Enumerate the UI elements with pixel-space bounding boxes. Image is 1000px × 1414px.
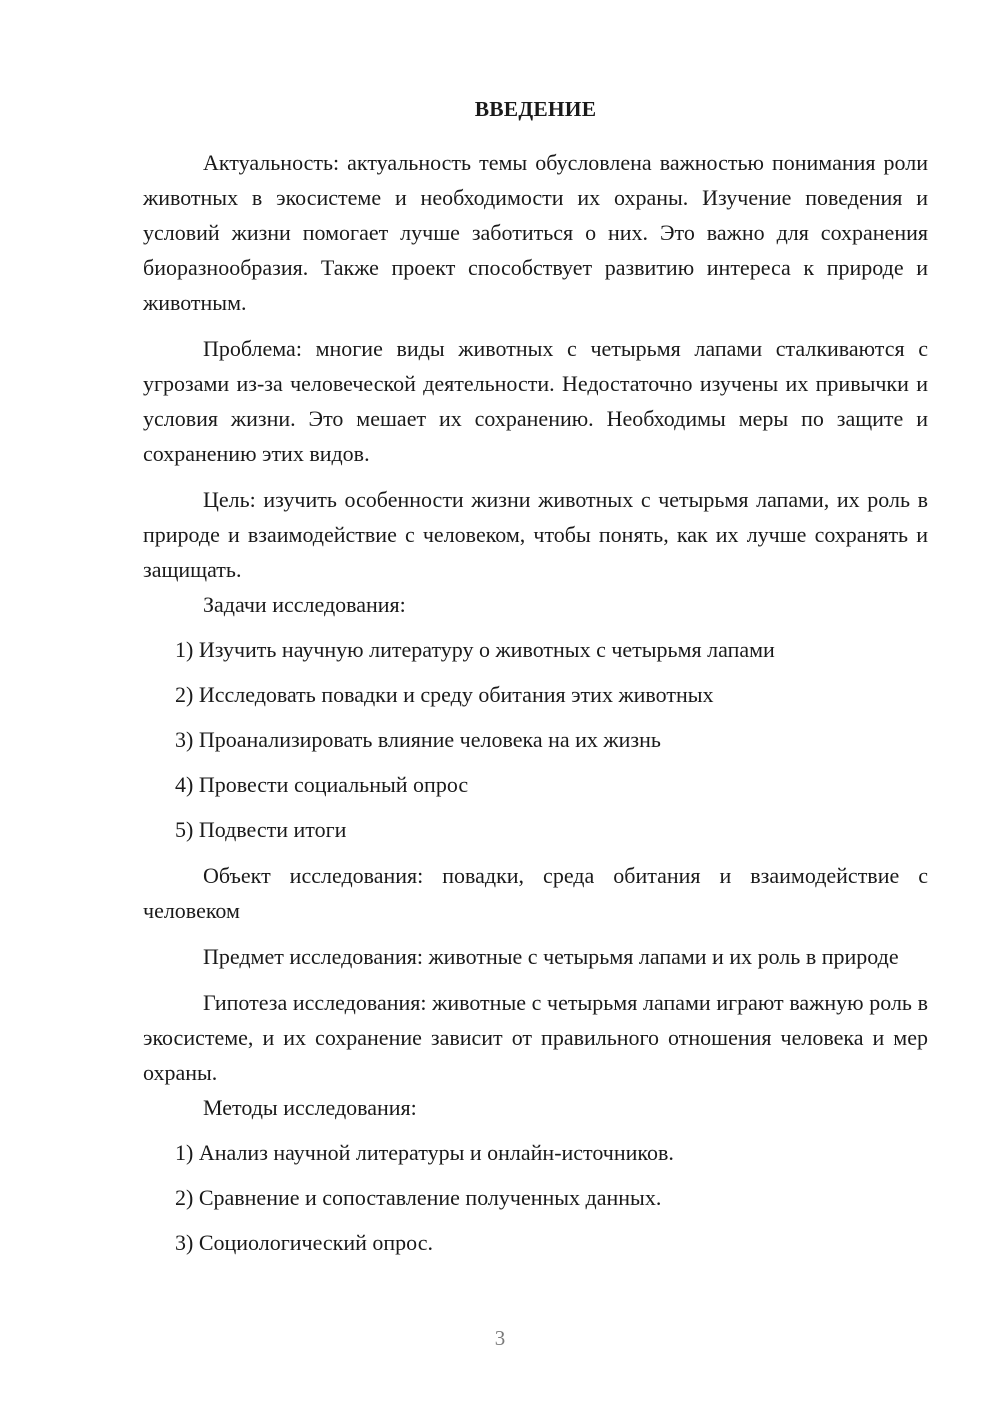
relevance-paragraph: Актуальность: актуальность темы обусловлена важностью понимания роли животных в экосистеме и необходимости их охраны. Изучение поведения и условий жизни помогает лучше заботиться о них. Это важно для сохранения биоразнообразия. Также проект способствует развитию интереса к природе и животным. — [143, 150, 928, 315]
hypothesis-paragraph: Гипотеза исследования: животные с четырьмя лапами играют важную роль в экосистеме, и их сохранение зависит от правильного отношения человека и мер охраны. — [143, 990, 928, 1085]
task-item: 4) Провести социальный опрос — [175, 772, 469, 797]
object-paragraph: Объект исследования: повадки, среда обитания и взаимодействие с человеком — [143, 863, 928, 923]
subject-paragraph: Предмет исследования: животные с четырьмя лапами и их роль в природе — [203, 944, 899, 969]
task-item: 1) Изучить научную литературу о животных с четырьмя лапами — [175, 637, 775, 662]
method-item: 1) Анализ научной литературы и онлайн-источников. — [175, 1140, 674, 1165]
task-item: 5) Подвести итоги — [175, 817, 347, 842]
section-title: ВВЕДЕНИЕ — [474, 97, 597, 121]
method-item: 2) Сравнение и сопоставление полученных данных. — [175, 1185, 662, 1210]
task-item: 2) Исследовать повадки и среду обитания этих животных — [175, 682, 714, 707]
task-item: 3) Проанализировать влияние человека на их жизнь — [175, 727, 661, 752]
page-number: 3 — [494, 1326, 506, 1350]
problem-paragraph: Проблема: многие виды животных с четырьмя лапами сталкиваются с угрозами из-за человеческой деятельности. Недостаточно изучены их привычки и условия жизни. Это мешает их сохранению. Необходимы меры по защите и сохранению этих видов. — [143, 336, 928, 466]
goal-paragraph: Цель: изучить особенности жизни животных с четырьмя лапами, их роль в природе и взаимодействие с человеком, чтобы понять, как их лучше сохранять и защищать. — [143, 487, 928, 582]
method-item: 3) Социологический опрос. — [175, 1230, 433, 1255]
tasks-heading: Задачи исследования: — [203, 592, 406, 617]
methods-heading: Методы исследования: — [203, 1095, 417, 1120]
page-content — [143, 92, 928, 1260]
